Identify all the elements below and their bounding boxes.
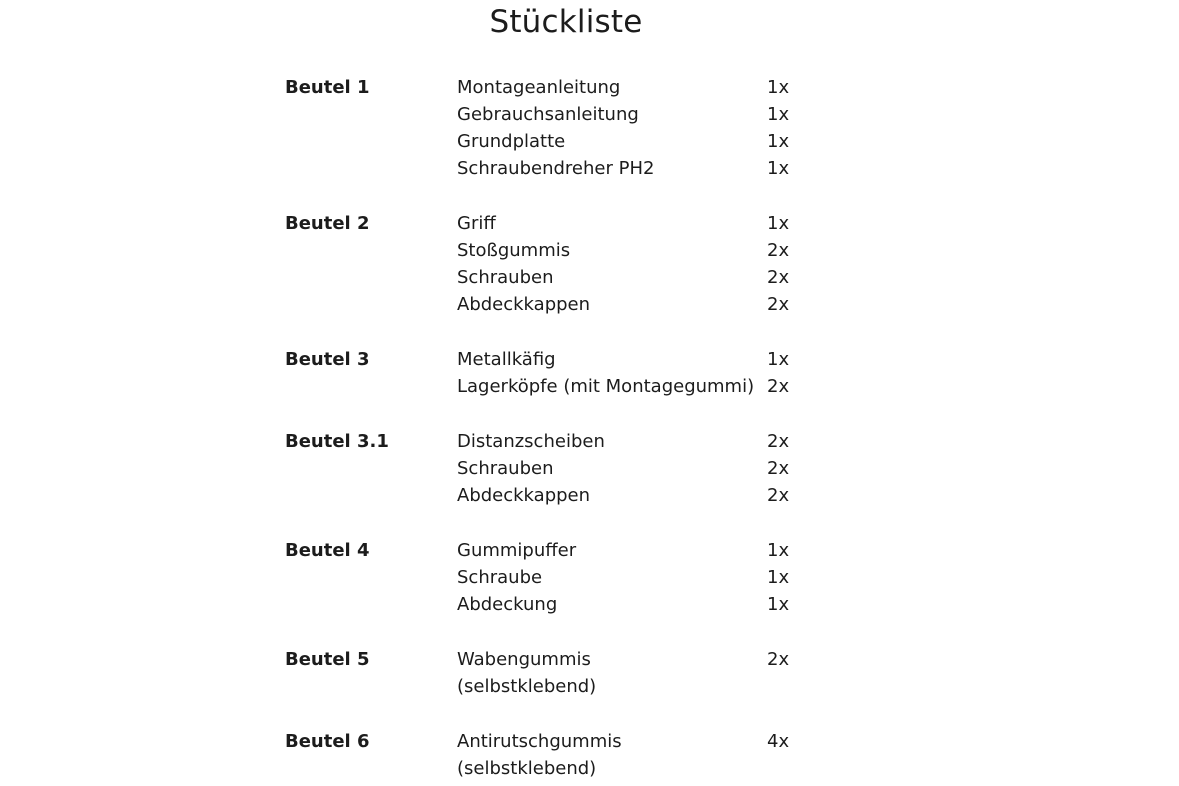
- item-name: Montageanleitung: [457, 77, 621, 98]
- item-quantity: 1x: [767, 567, 790, 588]
- list-item: [0, 74, 1179, 102]
- list-item: [0, 264, 1179, 292]
- group-label: Beutel 3.1: [285, 431, 389, 452]
- list-item: [0, 755, 1179, 783]
- group-label: Beutel 5: [285, 649, 370, 670]
- list-item: [0, 128, 1179, 156]
- item-name: Wabengummis: [457, 649, 591, 670]
- item-quantity: 2x: [767, 267, 790, 288]
- item-note: (selbstklebend): [457, 758, 597, 779]
- item-quantity: 1x: [767, 158, 790, 179]
- item-quantity: 1x: [767, 131, 790, 152]
- item-name: Stoßgummis: [457, 240, 571, 261]
- item-quantity: 1x: [767, 213, 790, 234]
- item-name: Antirutschgummis: [457, 731, 622, 752]
- list-item: [0, 646, 1179, 674]
- item-quantity: 2x: [767, 376, 790, 397]
- item-quantity: 2x: [767, 649, 790, 670]
- list-item: [0, 346, 1179, 374]
- list-item: [0, 237, 1179, 265]
- list-item: [0, 673, 1179, 701]
- group-label: Beutel 2: [285, 213, 370, 234]
- item-quantity: 2x: [767, 431, 790, 452]
- item-name: Schrauben: [457, 267, 554, 288]
- item-quantity: 1x: [767, 77, 790, 98]
- item-name: Gebrauchsanleitung: [457, 104, 639, 125]
- item-name: Schrauben: [457, 458, 554, 479]
- item-quantity: 2x: [767, 485, 790, 506]
- item-quantity: 2x: [767, 240, 790, 261]
- item-quantity: 1x: [767, 594, 790, 615]
- list-item: [0, 482, 1179, 510]
- item-name: Abdeckkappen: [457, 294, 591, 315]
- group-label: Beutel 4: [285, 540, 370, 561]
- list-item: [0, 373, 1179, 401]
- item-quantity: 4x: [767, 731, 790, 752]
- list-item: [0, 101, 1179, 129]
- item-name: Schraubendreher PH2: [457, 158, 655, 179]
- list-item: [0, 210, 1179, 238]
- item-note: (selbstklebend): [457, 676, 597, 697]
- item-name: Schraube: [457, 567, 543, 588]
- list-item: [0, 455, 1179, 483]
- item-name: Abdeckung: [457, 594, 558, 615]
- page-title: Stückliste: [489, 4, 643, 40]
- group-label: Beutel 6: [285, 731, 370, 752]
- item-name: Griff: [457, 213, 496, 234]
- list-item: [0, 537, 1179, 565]
- list-item: [0, 155, 1179, 183]
- item-quantity: 1x: [767, 349, 790, 370]
- list-item: [0, 428, 1179, 456]
- item-quantity: 1x: [767, 104, 790, 125]
- item-name: Distanzscheiben: [457, 431, 605, 452]
- item-name: Gummipuffer: [457, 540, 577, 561]
- item-name: Metallkäfig: [457, 349, 556, 370]
- item-name: Grundplatte: [457, 131, 566, 152]
- item-name: Lagerköpfe (mit Montagegummi): [457, 376, 755, 397]
- list-item: [0, 591, 1179, 619]
- item-quantity: 2x: [767, 458, 790, 479]
- group-label: Beutel 3: [285, 349, 370, 370]
- list-item: [0, 728, 1179, 756]
- item-quantity: 1x: [767, 540, 790, 561]
- group-label: Beutel 1: [285, 77, 370, 98]
- item-name: Abdeckkappen: [457, 485, 591, 506]
- list-item: [0, 564, 1179, 592]
- item-quantity: 2x: [767, 294, 790, 315]
- list-item: [0, 291, 1179, 319]
